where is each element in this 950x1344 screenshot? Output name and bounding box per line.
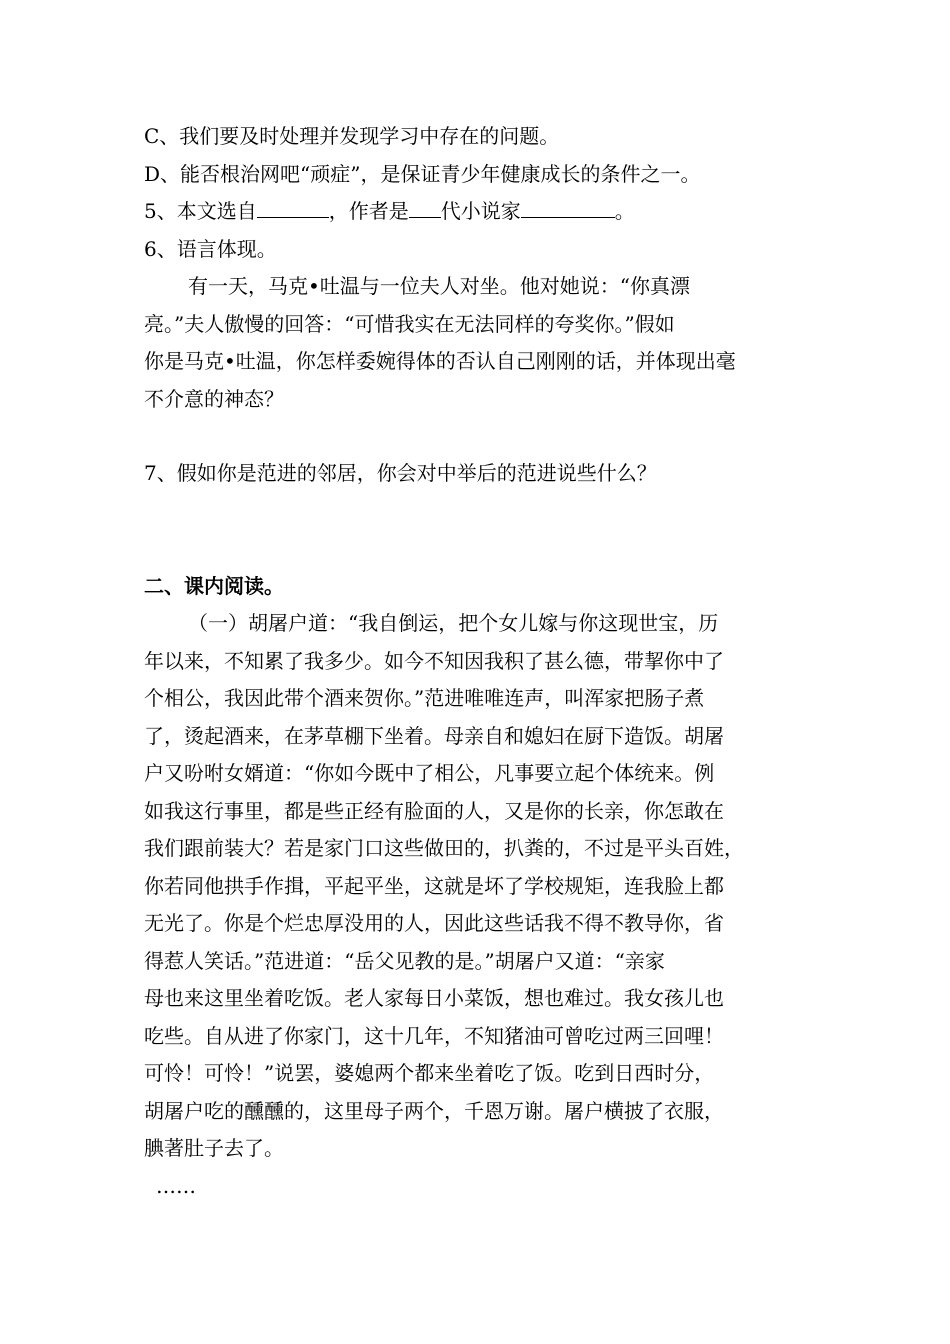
passage-line: 腆著肚子去了。 <box>144 1136 284 1160</box>
option-d: D、能否根治网吧“顽症”，是保证青少年健康成长的条件之一。 <box>144 161 701 186</box>
q5-text-1: 5、本文选自 <box>144 199 257 223</box>
option-c: C、我们要及时处理并发现学习中存在的问题。 <box>144 124 560 148</box>
passage-line: 母也来这里坐着吃饭。老人家每日小菜饭，想也难过。我女孩儿也 <box>144 986 724 1010</box>
q6-text-line: 亮。”夫人傲慢的回答：“可惜我实在无法同样的夸奖你。”假如 <box>144 311 675 336</box>
section-2-heading: 二、课内阅读。 <box>144 573 284 598</box>
q5-text-3: 代小说家 <box>440 199 521 223</box>
passage-ellipsis: …… <box>156 1173 196 1198</box>
passage-line: 我们跟前装大？若是家门口这些做田的，扒粪的，不过是平头百姓， <box>144 836 744 860</box>
q5-text-2: ，作者是 <box>328 199 409 223</box>
q5-text-4: 。 <box>614 199 635 223</box>
passage-line: 户又吩咐女婿道：“你如今既中了相公，凡事要立起个体统来。例 <box>144 761 715 785</box>
passage-line: 无光了。你是个烂忠厚没用的人，因此这些话我不得不教导你，省 <box>144 911 724 935</box>
document-page <box>144 118 824 1205</box>
q6-text-line: 不介意的神态？ <box>144 386 284 411</box>
passage-line: （一）胡屠户道：“我自倒运，把个女儿嫁与你这现世宝，历 <box>188 611 719 635</box>
question-5 <box>144 193 824 231</box>
passage-line: 年以来，不知累了我多少。如今不知因我积了甚么德，带挈你中了 <box>144 648 724 673</box>
passage-line: 胡屠户吃的醺醺的，这里母子两个，千恩万谢。屠户横披了衣服， <box>144 1098 724 1123</box>
passage-line: 了，烫起酒来，在茅草棚下坐着。母亲自和媳妇在厨下造饭。胡屠 <box>144 723 724 748</box>
passage-line: 个相公，我因此带个酒来贺你。”范进唯唯连声，叫浑家把肠子煮 <box>144 686 705 710</box>
passage-line: 你若同他拱手作揖，平起平坐，这就是坏了学校规矩，连我脸上都 <box>144 873 724 898</box>
q5-blank-source[interactable] <box>257 197 329 218</box>
q5-blank-author[interactable] <box>521 197 615 218</box>
question-6-title: 6、语言体现。 <box>144 236 277 261</box>
q6-text-line: 有一天，马克•吐温与一位夫人对坐。他对她说：“你真漂 <box>188 274 691 298</box>
question-7: 7、假如你是范进的邻居，你会对中举后的范进说些什么？ <box>144 461 657 485</box>
passage-line: 得惹人笑话。”范进道：“岳父见教的是。”胡屠户又道：“亲家 <box>144 948 665 973</box>
q6-text-line: 你是马克•吐温，你怎样委婉得体的否认自己刚刚的话，并体现出毫 <box>144 349 736 373</box>
passage-line: 吃些。自从进了你家门，这十几年，不知猪油可曾吃过两三回哩！ <box>144 1023 724 1048</box>
passage-line: 如我这行事里，都是些正经有脸面的人，又是你的长亲，你怎敢在 <box>144 798 724 823</box>
q5-blank-dynasty[interactable] <box>409 197 441 218</box>
passage-line: 可怜！可怜！”说罢，婆媳两个都来坐着吃了饭。吃到日西时分， <box>144 1061 715 1085</box>
